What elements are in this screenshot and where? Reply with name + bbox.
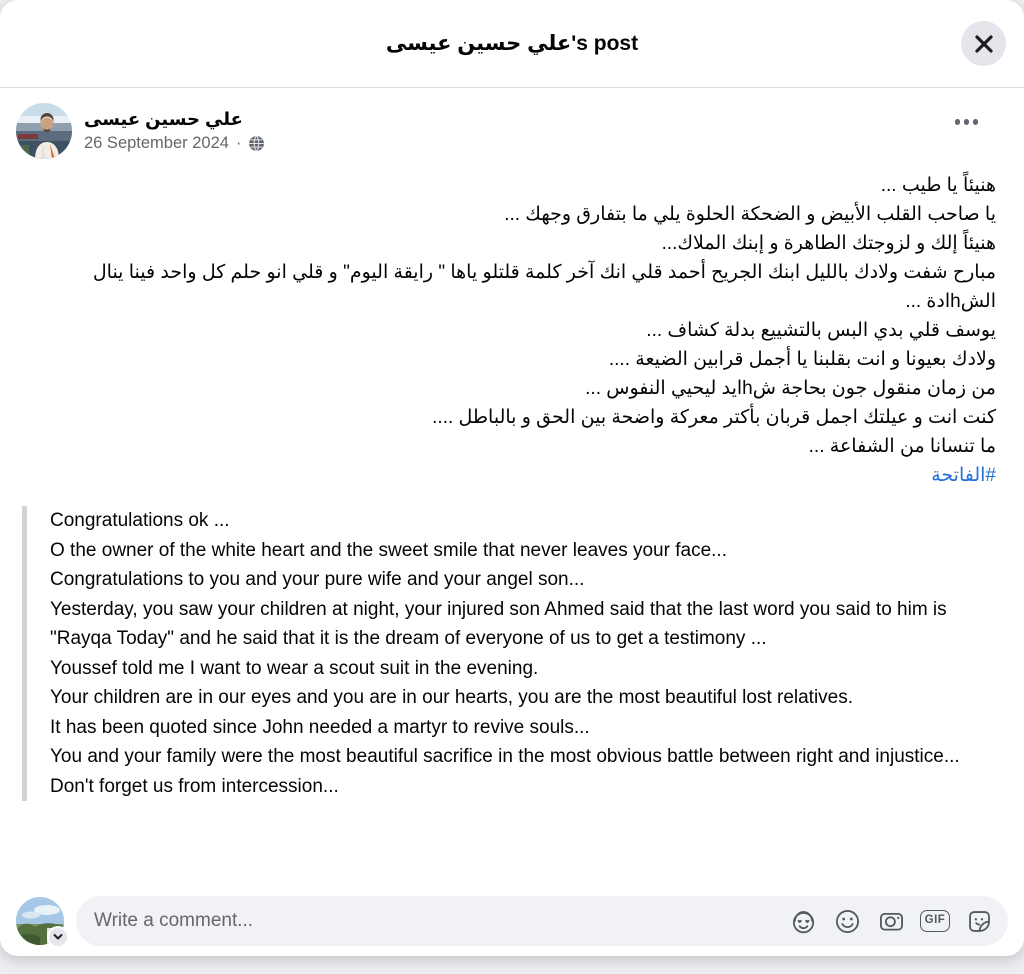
author-block xyxy=(84,109,943,153)
arabic-line: هنيئاً إلك و لزوجتك الطاهرة و إبنك الملاك... xyxy=(661,233,996,254)
arabic-line: ولادك بعيونا و انت بقلبنا يا أجمل قرابين الضيعة .... xyxy=(608,349,996,370)
arabic-line: ما تنسانا من الشفاعة ... xyxy=(808,436,996,457)
translation-line: Congratulations ok ... xyxy=(50,510,230,531)
arabic-line: هنيئاً يا طيب ... xyxy=(880,175,996,196)
composer-actions xyxy=(784,902,1008,940)
translation-line: Congratulations to you and your pure wife and your angel son... xyxy=(50,569,585,590)
emoji-icon xyxy=(834,908,861,935)
more-options-icon xyxy=(955,119,961,125)
close-button[interactable] xyxy=(961,21,1006,66)
post-meta xyxy=(84,134,943,153)
avatar-sticker-icon xyxy=(790,908,817,935)
modal-header xyxy=(0,0,1024,88)
translation-line: Youssef told me I want to wear a scout suit in the evening. xyxy=(50,657,539,679)
sticker-button[interactable] xyxy=(960,902,998,940)
arabic-line: يوسف قلي بدي البس بالتشييع بدلة كشاف ... xyxy=(646,320,996,341)
translation-block xyxy=(22,506,994,801)
gif-icon: GIF xyxy=(920,910,951,932)
globe-icon xyxy=(248,135,265,152)
hashtag-link[interactable]: #الفاتحة xyxy=(931,465,996,486)
meta-separator: · xyxy=(235,134,242,152)
page-title: علي حسين عيسى's post xyxy=(385,32,639,55)
comment-bar xyxy=(0,886,1024,956)
comment-input[interactable] xyxy=(76,910,784,932)
more-options-button[interactable] xyxy=(943,109,991,135)
author-name[interactable]: علي حسين عيسى xyxy=(84,109,243,129)
arabic-line: مبارح شفت ولادك بالليل ابنك الجريح أحمد قلي انك آخر كلمة قلتلو ياها " رايقة اليوم" و قلي انو حلم كل واحد فينا ينال الشhادة ... xyxy=(92,262,996,312)
commenter-avatar[interactable] xyxy=(16,897,64,945)
post-text-arabic xyxy=(0,165,1024,490)
chevron-down-icon[interactable] xyxy=(47,926,69,948)
avatar-sticker-button[interactable] xyxy=(784,902,822,940)
post-header xyxy=(0,88,1024,165)
translation-line: It has been quoted since John needed a martyr to revive souls... xyxy=(50,716,590,738)
comment-composer xyxy=(76,896,1008,946)
sticker-icon xyxy=(966,908,993,935)
close-icon xyxy=(973,33,995,55)
arabic-line: من زمان منقول جون بحاجة شhايد ليحيي النفوس ... xyxy=(585,378,996,399)
arabic-line: كنت انت و عيلتك اجمل قربان بأكتر معركة واضحة بين الحق و بالباطل .... xyxy=(432,407,996,428)
emoji-button[interactable] xyxy=(828,902,866,940)
camera-button[interactable] xyxy=(872,902,910,940)
translation-line: Yesterday, you saw your children at night, your injured son Ahmed said that the last word you said to him is "Rayqa Today" and he said that it is the dream of everyone of us to get a testimony ... xyxy=(50,598,947,649)
translation-line: Your children are in our eyes and you are in our hearts, you are the most beautiful lost relatives. xyxy=(50,687,854,708)
camera-icon xyxy=(878,908,905,935)
arabic-line: يا صاحب القلب الأبيض و الضحكة الحلوة يلي ما بتفارق وجهك ... xyxy=(504,204,996,225)
gif-button[interactable] xyxy=(916,902,954,940)
author-avatar[interactable] xyxy=(16,103,72,159)
translation-line: O the owner of the white heart and the sweet smile that never leaves your face... xyxy=(50,539,727,561)
author-avatar-image xyxy=(16,103,72,159)
translation-line: You and your family were the most beautiful sacrifice in the most obvious battle between right and injustice... xyxy=(50,746,960,767)
post-date[interactable]: 26 September 2024 xyxy=(84,134,229,152)
translation-line: Don't forget us from intercession... xyxy=(50,775,339,797)
